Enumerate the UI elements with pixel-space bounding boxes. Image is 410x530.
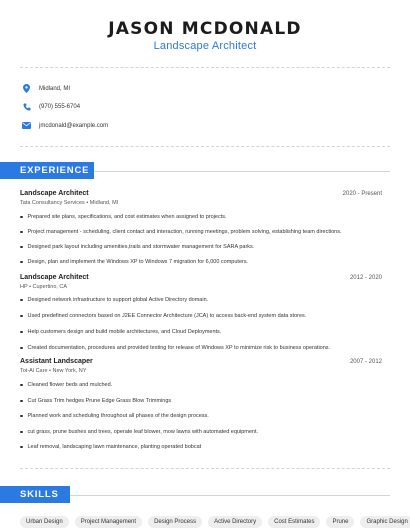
- job-company: Tot-Al Care: [20, 368, 48, 374]
- skill-tag: Prune: [326, 516, 354, 528]
- job-company-line: Tata Consultancy Services • Midland, MI: [20, 200, 119, 206]
- skill-tag: Graphic Design: [360, 516, 410, 528]
- job-bullet: Design, plan and implement the Windows XP to Windows 7 migration for 6,000 computers.: [20, 259, 248, 265]
- job-bullet: Prepared site plans, specifications, and cost estimates when assigned to projects.: [20, 214, 227, 220]
- experience-divider: [20, 468, 390, 469]
- job-location: Midland, MI: [89, 200, 119, 206]
- experience-heading-rule: [94, 171, 390, 172]
- job-dates: 2012 - 2020: [349, 275, 382, 281]
- job-company: Tata Consultancy Services: [20, 200, 85, 206]
- contact-divider: [20, 146, 390, 147]
- job-bullet: Help customers design and build mobile architectures, and Cloud Deployments.: [20, 329, 221, 335]
- job-dates: 2020 - Present: [342, 191, 382, 197]
- job-bullet: Created documentation, procedures and provided testing for release of Windows XP to minimize risk to business operations.: [20, 345, 330, 351]
- job-bullet: Used predefined connectors based on J2EE Connector Architecture (JCA) to access back-end system data stores.: [20, 313, 306, 319]
- job-bullet: Project management - scheduling, client contact and interaction, running meetings, problem solving, establishing team directions.: [20, 229, 341, 235]
- candidate-role: Landscape Architect: [153, 40, 257, 52]
- job-company-line: HP • Cupertino, CA: [20, 284, 68, 290]
- skills-heading-rule: [70, 495, 390, 496]
- job-title: Landscape Architect: [20, 190, 89, 197]
- job-bullet: Designed park layout including amenities,trails and stormwater management for SARA parks.: [20, 244, 254, 250]
- job-location: New York, NY: [52, 368, 87, 374]
- job-bullet: cut grass, prune bushes and trees, operate leaf blower, mow lawns with automated equipment.: [20, 429, 258, 435]
- location-pin-icon: [22, 84, 31, 93]
- skill-tag: Active Directory: [208, 516, 262, 528]
- candidate-name: JASON MCDONALD: [108, 19, 302, 39]
- job-company-line: Tot-Al Care • New York, NY: [20, 368, 87, 374]
- job-bullet: Designed network infrastructure to support global Active Directory domain.: [20, 297, 208, 303]
- contact-phone: [22, 102, 80, 111]
- job-title: Assistant Landscaper: [20, 358, 93, 365]
- job-dates: 2007 - 2012: [349, 359, 382, 365]
- skills-list: [20, 516, 410, 528]
- job-bullet: Cut Grass Trim hedges Prune Edge Grass Blow Trimmings: [20, 398, 171, 404]
- experience-heading: EXPERIENCE: [0, 162, 94, 179]
- contact-email: [22, 121, 108, 130]
- job-location: Cupertino, CA: [32, 284, 68, 290]
- job-bullet: Planned work and scheduling throughout all phases of the design process.: [20, 413, 209, 419]
- location-text: Midland, MI: [39, 85, 71, 92]
- phone-icon: [22, 102, 31, 111]
- job-title: Landscape Architect: [20, 274, 89, 281]
- phone-text: (970) 555-6704: [39, 103, 81, 110]
- skill-tag: Urban Design: [20, 516, 69, 528]
- envelope-icon: [22, 121, 31, 130]
- email-text: jmcdonald@example.com: [39, 122, 109, 129]
- job-company: HP: [20, 284, 28, 290]
- job-bullet: Cleaned flower beds and mulched.: [20, 382, 112, 388]
- skill-tag: Design Process: [148, 516, 202, 528]
- contact-location: [22, 84, 70, 93]
- job-bullet: Leaf removal, landscaping lawn maintenance, planting operated bobcat: [20, 444, 201, 450]
- skills-heading: SKILLS: [0, 486, 70, 503]
- skill-tag: Project Management: [75, 516, 142, 528]
- skill-tag: Cost Estimates: [268, 516, 320, 528]
- header-divider: [20, 67, 390, 68]
